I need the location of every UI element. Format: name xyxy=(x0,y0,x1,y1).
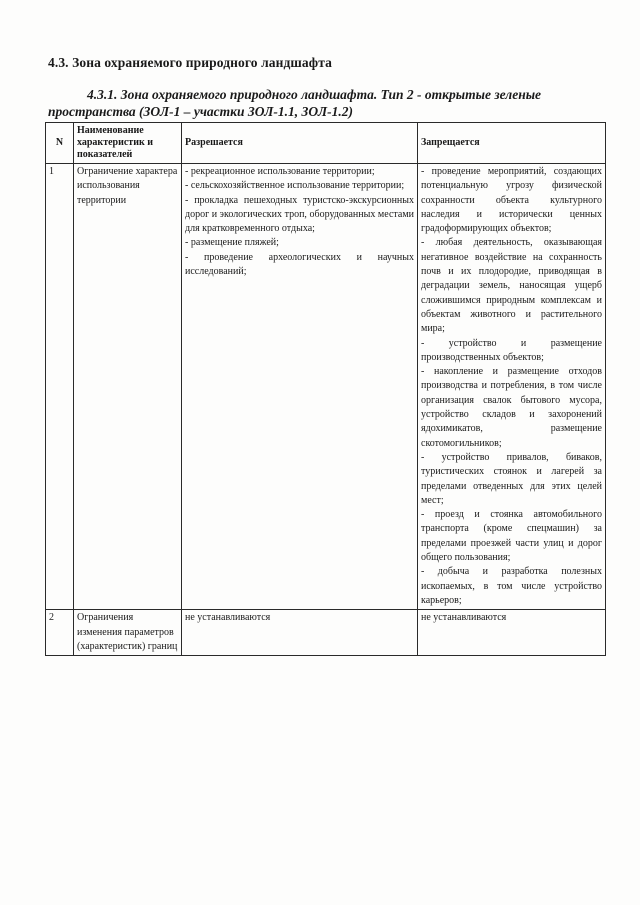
forbidden-cell xyxy=(418,164,606,610)
row-number: 1 xyxy=(46,164,74,610)
regulations-table xyxy=(45,122,606,656)
forbidden-item: - проезд и стоянка автомобильного транспорта (кроме спецмашин) за пределами проезжей части улиц и дорог общего пользования; xyxy=(421,509,602,564)
allowed-item: - размещение пляжей; xyxy=(185,237,279,249)
subsection-title: 4.3.1. Зона охраняемого природного ландшафта. Тип 2 - открытые зеленые пространства (ЗОЛ-1 – участки ЗОЛ-1.1, ЗОЛ-1.2) xyxy=(48,87,542,119)
header-allowed: Разрешается xyxy=(182,123,418,164)
forbidden-item: - любая деятельность, оказывающая негативное воздействие на сохранность почв и их плодородие, приводящая в деградации земель, наносящая ущерб сложившимся природным комплексам и объектам животного и растительного мира; xyxy=(421,237,602,335)
forbidden-item: - проведение мероприятий, создающих потенциальную угрозу физической сохранности объекта культурного наследия и исторически ценных градоформирующих объектов; xyxy=(421,166,602,235)
allowed-cell: не устанавливаются xyxy=(182,610,418,656)
allowed-item: - рекреационное использование территории; xyxy=(185,166,375,177)
forbidden-item: - устройство привалов, биваков, туристических стоянок и лагерей за пределами отведенных для этих целей мест; xyxy=(421,451,602,506)
allowed-cell xyxy=(182,164,418,610)
header-forbidden: Запрещается xyxy=(418,123,606,164)
table-header-row xyxy=(46,123,606,164)
forbidden-item: - накопление и размещение отходов производства и потребления, в том числе организация свалок бытового мусора, устройство складов и захоронений ядохимикатов, размещение скотомогильников; xyxy=(421,366,602,449)
allowed-item: - сельскохозяйственное использование территории; xyxy=(185,180,405,192)
forbidden-cell: не устанавливаются xyxy=(418,610,606,656)
table-row xyxy=(46,164,606,610)
forbidden-item: - добыча и разработка полезных ископаемых, в том числе устройство карьеров; xyxy=(421,566,602,606)
section-title: 4.3. Зона охраняемого природного ландшафта xyxy=(48,55,332,70)
row-name: Ограничение характера использования территории xyxy=(74,164,182,610)
header-n: N xyxy=(46,123,74,164)
allowed-item: - проведение археологических и научных исследований; xyxy=(185,251,414,278)
header-name: Наименование характеристик и показателей xyxy=(74,123,182,164)
allowed-item: - прокладка пешеходных туристско-экскурсионных дорог и экологических троп, оборудованных местами для кратковременного отдыха; xyxy=(185,194,414,235)
table-row xyxy=(46,610,606,656)
forbidden-item: - устройство и размещение производственных объектов; xyxy=(421,337,602,363)
row-number: 2 xyxy=(46,610,74,656)
row-name: Ограничения изменения параметров (характеристик) границ xyxy=(74,610,182,656)
